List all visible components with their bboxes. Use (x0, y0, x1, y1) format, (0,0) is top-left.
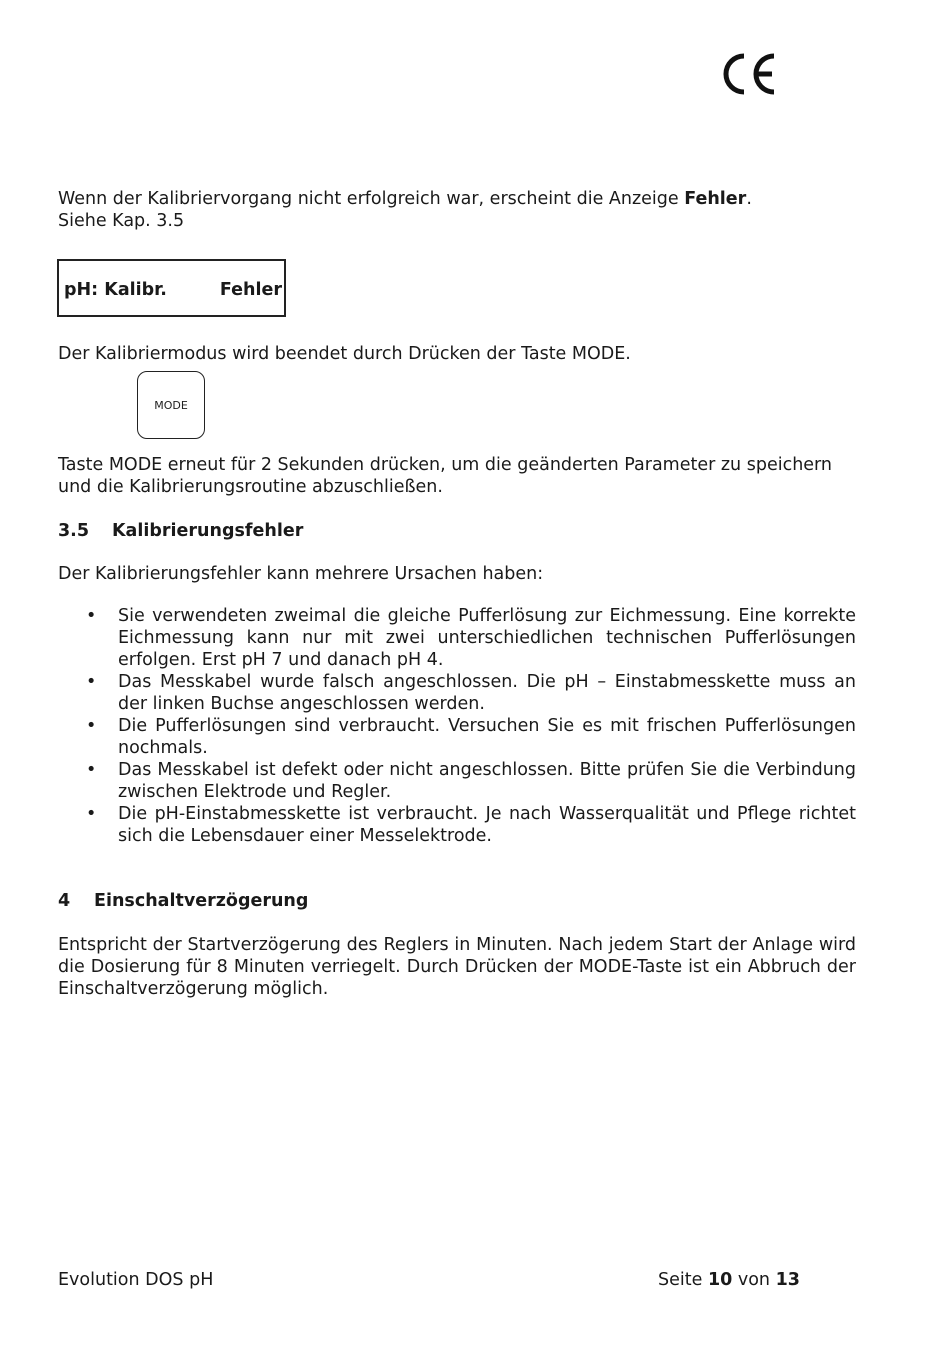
section-heading-4 (58, 890, 308, 912)
section-title: Einschaltverzögerung (94, 891, 309, 911)
page-current: 10 (707, 1270, 733, 1290)
list-item: • Das Messkabel wurde falsch angeschlossen. Die pH – Einstabmesskette muss an der linken Buchse angeschlossen werden. (58, 671, 856, 715)
display-panel (57, 259, 286, 317)
list-item: • Die pH-Einstabmesskette ist verbraucht. Je nach Wasserqualität und Pflege richtet sich die Lebensdauer einer Messelektrode. (58, 803, 856, 847)
intro-bold-word: Fehler (684, 189, 747, 209)
section-4-paragraph: Entspricht der Startverzögerung des Reglers in Minuten. Nach jedem Start der Anlage wird die Dosierung für 8 Minuten verriegelt. Durch Drücken der MODE-Taste ist ein Abbruch der Einschaltverzögerung möglich. (58, 935, 856, 999)
intro-reference: Siehe Kap. 3.5 (58, 211, 185, 231)
intro-paragraph (58, 188, 858, 232)
list-item: • Sie verwendeten zweimal die gleiche Pufferlösung zur Eichmessung. Eine korrekte Eichmessung kann nur mit zwei unterschiedlichen technischen Pufferlösungen erfolgen. Erst pH 7 und danach pH 4. (58, 605, 856, 671)
list-item: • Die Pufferlösungen sind verbraucht. Versuchen Sie es mit frischen Pufferlösungen nochmals. (58, 715, 856, 759)
display-right-text: Fehler (219, 280, 282, 300)
mode-key-label: MODE (154, 398, 188, 412)
footer-title: Evolution DOS pH (58, 1270, 214, 1290)
intro-text: Wenn der Kalibriervorgang nicht erfolgreich war, erscheint die Anzeige (58, 189, 685, 209)
display-left-text: pH: Kalibr. (64, 280, 167, 300)
mode-key-icon (137, 371, 205, 439)
page-total: 13 (775, 1270, 800, 1290)
section-intro: Der Kalibrierungsfehler kann mehrere Ursachen haben: (58, 564, 544, 584)
mode-sentence: Der Kalibriermodus wird beendet durch Drücken der Taste MODE. (58, 344, 631, 364)
section-number: 3.5 (58, 521, 90, 541)
section-heading-3-5 (58, 520, 303, 542)
ce-mark-icon (716, 50, 780, 98)
page-prefix: Seite (658, 1270, 708, 1290)
page-mid: von (732, 1270, 776, 1290)
save-paragraph: Taste MODE erneut für 2 Sekunden drücken, um die geänderten Parameter zu speichern und die Kalibrierungsroutine abzuschließen. (58, 455, 833, 497)
footer-page-number (658, 1269, 800, 1291)
cause-list (58, 605, 856, 847)
list-item: • Das Messkabel ist defekt oder nicht angeschlossen. Bitte prüfen Sie die Verbindung zwischen Elektrode und Regler. (58, 759, 856, 803)
intro-period: . (746, 189, 752, 209)
section-number: 4 (58, 891, 71, 911)
section-title: Kalibrierungsfehler (112, 521, 304, 541)
